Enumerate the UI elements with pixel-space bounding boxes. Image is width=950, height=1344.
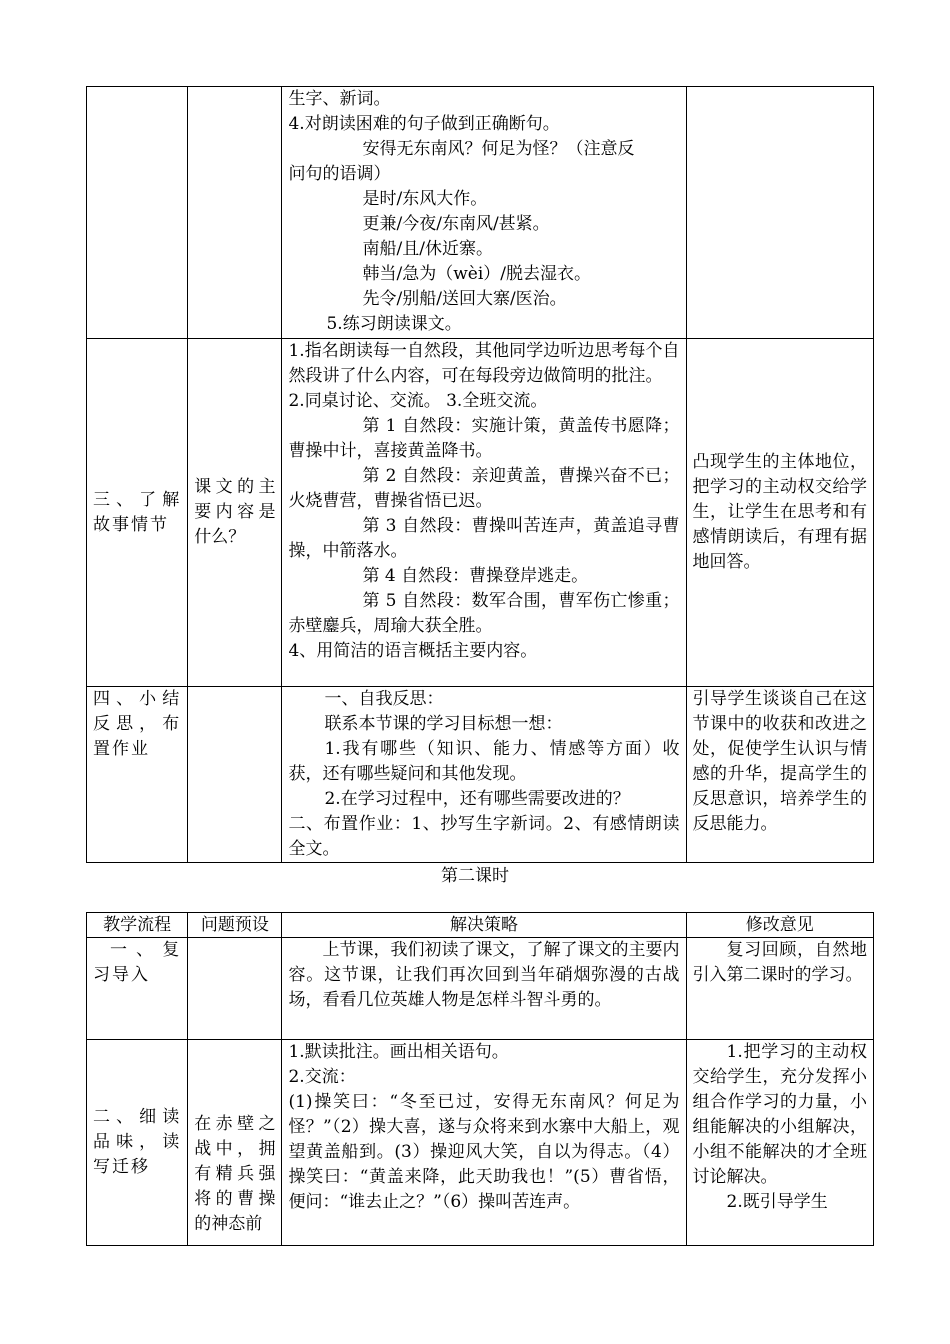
strategy-line: 5.练习朗读课文。 (326, 314, 462, 334)
table-row (87, 687, 874, 863)
strategy-line: 问句的语调） (288, 164, 391, 184)
strategy-cell (282, 339, 686, 687)
strategy-line: 4.对朗读困难的句子做到正确断句。 (288, 114, 560, 134)
strategy-line: 第 5 自然段：数军合围，曹军伤亡惨重；赤壁鏖兵，周瑜大获全胜。 (288, 591, 680, 636)
process-cell (87, 87, 188, 339)
strategy-cell (282, 87, 686, 339)
strategy-line: 第 4 自然段：曹操登岸逃走。 (362, 566, 589, 586)
strategy-line: 第 2 自然段：亲迎黄盖，曹操兴奋不已；火烧曹营，曹操省悟已迟。 (288, 466, 680, 511)
process-cell: 三、了解故事情节 (87, 339, 188, 687)
strategy-line: 南船/且/休近寨。 (362, 239, 493, 259)
comment-cell: 凸现学生的主体地位，把学习的主动权交给学生，让学生在思考和有感情朗读后，有理有据地回答。 (686, 339, 874, 687)
strategy-cell: 上节课，我们初读了课文，了解了课文的主要内容。这节课，让我们再次回到当年硝烟弥漫的古战场，看看几位英雄人物是怎样斗智斗勇的。 (282, 938, 686, 1040)
strategy-line: (1)操笑曰：“冬至已过，安得无东南风？何足为怪？”（2）操大喜，遂与众将来到水寨中大船上，观望黄盖船到。(3）操迎风大笑，自以为得志。（4）操笑曰：“黄盖来降，此天助我也！”(5）曹省悟，便问：“谁去止之？”（6）操叫苦连声。 (288, 1092, 680, 1212)
process-cell: 二、细读品味，读写迁移 (87, 1040, 188, 1246)
process-cell: 一、复习导入 (87, 938, 188, 1040)
lesson-plan-table-2 (86, 912, 874, 1246)
header-question: 问题预设 (188, 913, 282, 938)
strategy-line: 先令/别船/送回大寨/医治。 (362, 289, 567, 309)
strategy-line: 2.在学习过程中，还有哪些需要改进的？ (324, 789, 630, 809)
strategy-line: 生字、新词。 (288, 89, 391, 109)
process-cell: 四、小结反思，布置作业 (87, 687, 188, 863)
strategy-line: 一、自我反思： (324, 689, 444, 709)
comment-cell (686, 1040, 874, 1246)
question-cell (188, 87, 282, 339)
strategy-line: 2.交流： (288, 1067, 356, 1087)
table-row (87, 339, 874, 687)
comment-cell (686, 87, 874, 339)
comment-line: 1.把学习的主动权交给学生，充分发挥小组合作学习的力量，小组能解决的小组解决，小组不能解决的才全班讨论解决。 (692, 1042, 867, 1187)
comment-cell: 引导学生谈谈自己在这节课中的收获和改进之处，促使学生认识与情感的升华，提高学生的反思意识，培养学生的反思能力。 (686, 687, 874, 863)
strategy-line: 是时/东风大作。 (362, 189, 488, 209)
table-row (87, 938, 874, 1040)
table-row (87, 1040, 874, 1246)
question-cell: 在赤壁之战中，拥有精兵强将的曹操的神态前 (188, 1040, 282, 1246)
header-process: 教学流程 (87, 913, 188, 938)
header-comment: 修改意见 (686, 913, 874, 938)
question-cell (188, 687, 282, 863)
strategy-line: 安得无东南风？何足为怪？（注意反 (362, 139, 635, 159)
strategy-line: 1.默读批注。画出相关语句。 (288, 1042, 509, 1062)
table-row (87, 87, 874, 339)
lesson-plan-table-1 (86, 86, 874, 863)
strategy-line: 1.指名朗读每一自然段，其他同学边听边思考每个自然段讲了什么内容，可在每段旁边做简明的批注。 (288, 341, 680, 386)
comment-cell: 复习回顾，自然地引入第二课时的学习。 (686, 938, 874, 1040)
strategy-line: 更兼/今夜/东南风/甚紧。 (362, 214, 550, 234)
header-strategy: 解决策略 (282, 913, 686, 938)
strategy-line: 二、布置作业：1、抄写生字新词。2、有感情朗读全文。 (288, 814, 680, 859)
comment-line: 2.既引导学生 (726, 1192, 828, 1212)
strategy-line: 联系本节课的学习目标想一想： (324, 714, 563, 734)
table-header-row (87, 913, 874, 938)
strategy-line: 1.我有哪些（知识、能力、情感等方面）收获，还有哪些疑问和其他发现。 (288, 739, 680, 784)
question-cell (188, 938, 282, 1040)
strategy-cell (282, 687, 686, 863)
strategy-line: 韩当/急为（wèi）/脱去湿衣。 (362, 264, 591, 284)
strategy-cell (282, 1040, 686, 1246)
strategy-line: 2.同桌讨论、交流。 3.全班交流。 (288, 391, 548, 411)
strategy-line: 第 1 自然段：实施计策，黄盖传书愿降；曹操中计，喜接黄盖降书。 (288, 416, 680, 461)
strategy-line: 第 3 自然段：曹操叫苦连声，黄盖追寻曹操，中箭落水。 (288, 516, 680, 561)
strategy-line: 4、用简洁的语言概括主要内容。 (288, 641, 538, 661)
section-title: 第二课时 (441, 866, 509, 886)
question-cell: 课文的主要内容是什么？ (188, 339, 282, 687)
